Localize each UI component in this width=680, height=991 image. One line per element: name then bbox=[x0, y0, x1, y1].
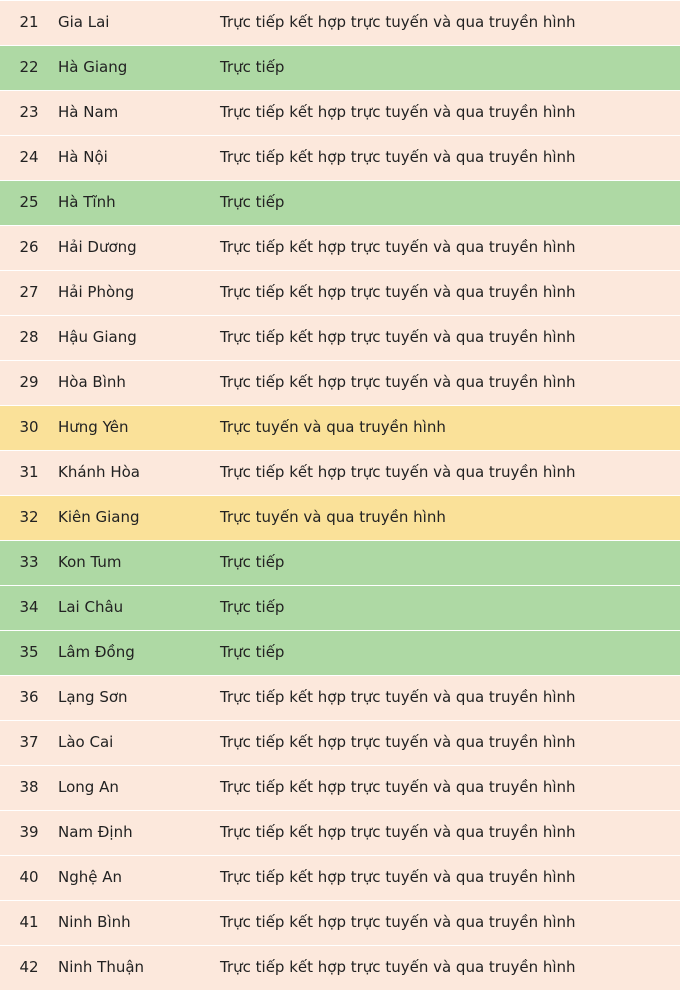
teaching-mode-cell: Trực tiếp kết hợp trực tuyến và qua truyền hình bbox=[220, 766, 680, 811]
row-index-cell: 30 bbox=[0, 406, 58, 451]
province-name-cell: Hải Phòng bbox=[58, 271, 220, 316]
table-row bbox=[0, 316, 680, 361]
teaching-mode-cell: Trực tiếp kết hợp trực tuyến và qua truyền hình bbox=[220, 901, 680, 946]
row-index-cell: 26 bbox=[0, 226, 58, 271]
row-index-cell: 39 bbox=[0, 811, 58, 856]
row-index-cell: 40 bbox=[0, 856, 58, 901]
teaching-mode-cell: Trực tiếp kết hợp trực tuyến và qua truyền hình bbox=[220, 226, 680, 271]
province-name-cell: Lào Cai bbox=[58, 721, 220, 766]
table-row bbox=[0, 811, 680, 856]
teaching-mode-cell: Trực tuyến và qua truyền hình bbox=[220, 406, 680, 451]
province-name-cell: Hải Dương bbox=[58, 226, 220, 271]
table-row bbox=[0, 451, 680, 496]
table-row bbox=[0, 676, 680, 721]
row-index-cell: 21 bbox=[0, 1, 58, 46]
table-row bbox=[0, 946, 680, 991]
province-name-cell: Nghệ An bbox=[58, 856, 220, 901]
row-index-cell: 42 bbox=[0, 946, 58, 991]
teaching-mode-cell: Trực tiếp kết hợp trực tuyến và qua truyền hình bbox=[220, 91, 680, 136]
province-name-cell: Lai Châu bbox=[58, 586, 220, 631]
teaching-mode-cell: Trực tiếp kết hợp trực tuyến và qua truyền hình bbox=[220, 271, 680, 316]
teaching-mode-cell: Trực tiếp bbox=[220, 181, 680, 226]
row-index-cell: 29 bbox=[0, 361, 58, 406]
table-row bbox=[0, 901, 680, 946]
province-name-cell: Kiên Giang bbox=[58, 496, 220, 541]
province-name-cell: Hà Tĩnh bbox=[58, 181, 220, 226]
province-name-cell: Hậu Giang bbox=[58, 316, 220, 361]
province-name-cell: Hòa Bình bbox=[58, 361, 220, 406]
province-name-cell: Kon Tum bbox=[58, 541, 220, 586]
teaching-mode-cell: Trực tiếp kết hợp trực tuyến và qua truyền hình bbox=[220, 451, 680, 496]
province-name-cell: Lâm Đồng bbox=[58, 631, 220, 676]
teaching-mode-cell: Trực tiếp bbox=[220, 541, 680, 586]
table-row bbox=[0, 631, 680, 676]
teaching-mode-cell: Trực tiếp bbox=[220, 586, 680, 631]
table-row bbox=[0, 406, 680, 451]
province-name-cell: Hà Nội bbox=[58, 136, 220, 181]
table-row bbox=[0, 181, 680, 226]
teaching-mode-cell: Trực tiếp kết hợp trực tuyến và qua truyền hình bbox=[220, 1, 680, 46]
province-name-cell: Hưng Yên bbox=[58, 406, 220, 451]
table-row bbox=[0, 586, 680, 631]
teaching-mode-cell: Trực tiếp kết hợp trực tuyến và qua truyền hình bbox=[220, 721, 680, 766]
table-row bbox=[0, 271, 680, 316]
table-row bbox=[0, 136, 680, 181]
province-table-body bbox=[0, 1, 680, 991]
province-name-cell: Ninh Thuận bbox=[58, 946, 220, 991]
row-index-cell: 32 bbox=[0, 496, 58, 541]
row-index-cell: 23 bbox=[0, 91, 58, 136]
teaching-mode-cell: Trực tiếp kết hợp trực tuyến và qua truyền hình bbox=[220, 946, 680, 991]
row-index-cell: 25 bbox=[0, 181, 58, 226]
province-name-cell: Khánh Hòa bbox=[58, 451, 220, 496]
row-index-cell: 41 bbox=[0, 901, 58, 946]
table-row bbox=[0, 91, 680, 136]
row-index-cell: 28 bbox=[0, 316, 58, 361]
province-name-cell: Hà Nam bbox=[58, 91, 220, 136]
teaching-mode-cell: Trực tiếp kết hợp trực tuyến và qua truyền hình bbox=[220, 361, 680, 406]
table-row bbox=[0, 46, 680, 91]
teaching-mode-cell: Trực tiếp kết hợp trực tuyến và qua truyền hình bbox=[220, 316, 680, 361]
table-row bbox=[0, 856, 680, 901]
teaching-mode-cell: Trực tiếp bbox=[220, 631, 680, 676]
row-index-cell: 35 bbox=[0, 631, 58, 676]
province-name-cell: Gia Lai bbox=[58, 1, 220, 46]
province-name-cell: Lạng Sơn bbox=[58, 676, 220, 721]
row-index-cell: 38 bbox=[0, 766, 58, 811]
table-row bbox=[0, 766, 680, 811]
table-row bbox=[0, 226, 680, 271]
province-name-cell: Hà Giang bbox=[58, 46, 220, 91]
province-name-cell: Long An bbox=[58, 766, 220, 811]
row-index-cell: 31 bbox=[0, 451, 58, 496]
teaching-mode-cell: Trực tiếp kết hợp trực tuyến và qua truyền hình bbox=[220, 676, 680, 721]
teaching-mode-cell: Trực tiếp kết hợp trực tuyến và qua truyền hình bbox=[220, 136, 680, 181]
row-index-cell: 33 bbox=[0, 541, 58, 586]
table-row bbox=[0, 1, 680, 46]
row-index-cell: 36 bbox=[0, 676, 58, 721]
row-index-cell: 22 bbox=[0, 46, 58, 91]
table-row bbox=[0, 721, 680, 766]
table-row bbox=[0, 541, 680, 586]
teaching-mode-cell: Trực tiếp bbox=[220, 46, 680, 91]
province-name-cell: Ninh Bình bbox=[58, 901, 220, 946]
teaching-mode-cell: Trực tiếp kết hợp trực tuyến và qua truyền hình bbox=[220, 856, 680, 901]
teaching-mode-cell: Trực tiếp kết hợp trực tuyến và qua truyền hình bbox=[220, 811, 680, 856]
province-name-cell: Nam Định bbox=[58, 811, 220, 856]
row-index-cell: 34 bbox=[0, 586, 58, 631]
teaching-mode-cell: Trực tuyến và qua truyền hình bbox=[220, 496, 680, 541]
table-row bbox=[0, 496, 680, 541]
row-index-cell: 27 bbox=[0, 271, 58, 316]
row-index-cell: 37 bbox=[0, 721, 58, 766]
row-index-cell: 24 bbox=[0, 136, 58, 181]
table-row bbox=[0, 361, 680, 406]
